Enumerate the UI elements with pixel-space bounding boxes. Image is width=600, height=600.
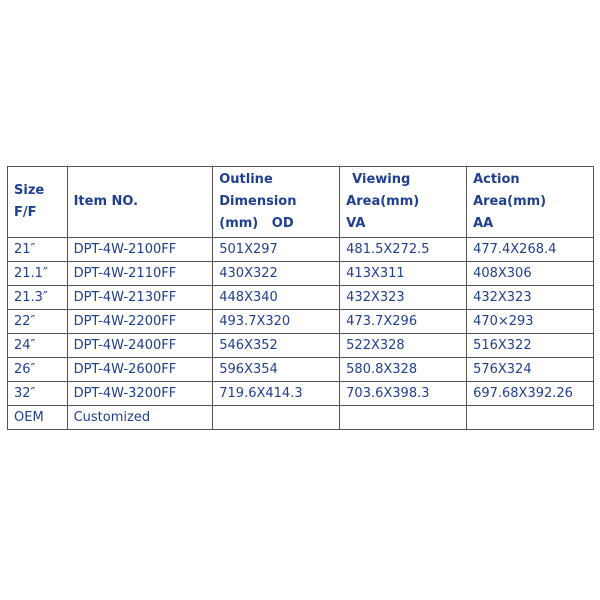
header-line: Item NO. — [73, 194, 139, 209]
header-line: Viewing — [352, 172, 411, 187]
table-row — [8, 334, 594, 358]
header-line: (mm) OD — [219, 216, 294, 231]
item-no-cell: DPT-4W-2600FF — [67, 358, 213, 382]
table-body — [8, 238, 594, 430]
header-line: Area(mm) — [346, 194, 420, 209]
action-area-cell: 697.68X392.26 — [467, 382, 594, 406]
header-line: VA — [346, 216, 366, 231]
outline-dimension-cell: 596X354 — [213, 358, 340, 382]
size-cell: 21″ — [8, 238, 68, 262]
action-area-cell: 516X322 — [467, 334, 594, 358]
outline-dimension-cell: 719.6X414.3 — [213, 382, 340, 406]
size-cell: 22″ — [8, 310, 68, 334]
item-no-cell: DPT-4W-2400FF — [67, 334, 213, 358]
outline-dimension-cell: 430X322 — [213, 262, 340, 286]
viewing-area-cell — [340, 406, 467, 430]
action-area-cell: 432X323 — [467, 286, 594, 310]
header-item-no — [67, 167, 213, 238]
viewing-area-cell: 432X323 — [340, 286, 467, 310]
item-no-cell: DPT-4W-2100FF — [67, 238, 213, 262]
viewing-area-cell: 703.6X398.3 — [340, 382, 467, 406]
spec-table — [7, 166, 594, 430]
table-row — [8, 358, 594, 382]
header-action-area — [467, 167, 594, 238]
table-row — [8, 262, 594, 286]
header-outline-dimension — [213, 167, 340, 238]
item-no-cell: DPT-4W-2200FF — [67, 310, 213, 334]
outline-dimension-cell: 448X340 — [213, 286, 340, 310]
viewing-area-cell: 522X328 — [340, 334, 467, 358]
header-line: Area(mm) — [473, 194, 547, 209]
action-area-cell: 477.4X268.4 — [467, 238, 594, 262]
size-cell: OEM — [8, 406, 68, 430]
action-area-cell: 408X306 — [467, 262, 594, 286]
header-line: Outline — [219, 172, 273, 187]
item-no-cell: DPT-4W-2130FF — [67, 286, 213, 310]
header-row — [8, 167, 594, 238]
item-no-cell: DPT-4W-2110FF — [67, 262, 213, 286]
size-cell: 26″ — [8, 358, 68, 382]
item-no-cell: DPT-4W-3200FF — [67, 382, 213, 406]
viewing-area-cell: 580.8X328 — [340, 358, 467, 382]
header-viewing-area — [340, 167, 467, 238]
action-area-cell: 470×293 — [467, 310, 594, 334]
viewing-area-cell: 473.7X296 — [340, 310, 467, 334]
outline-dimension-cell: 493.7X320 — [213, 310, 340, 334]
header-size — [8, 167, 68, 238]
item-no-cell: Customized — [67, 406, 213, 430]
size-cell: 24″ — [8, 334, 68, 358]
header-line: Dimension — [219, 194, 297, 209]
table-row — [8, 382, 594, 406]
size-cell: 21.1″ — [8, 262, 68, 286]
header-line: F/F — [14, 205, 37, 220]
outline-dimension-cell: 501X297 — [213, 238, 340, 262]
action-area-cell — [467, 406, 594, 430]
action-area-cell: 576X324 — [467, 358, 594, 382]
header-line: Action — [473, 172, 520, 187]
size-cell: 32″ — [8, 382, 68, 406]
viewing-area-cell: 413X311 — [340, 262, 467, 286]
outline-dimension-cell: 546X352 — [213, 334, 340, 358]
header-line: AA — [473, 216, 494, 231]
size-cell: 21.3″ — [8, 286, 68, 310]
table-row — [8, 310, 594, 334]
outline-dimension-cell — [213, 406, 340, 430]
table-header — [8, 167, 594, 238]
table-row — [8, 286, 594, 310]
table-row — [8, 406, 594, 430]
table-row — [8, 238, 594, 262]
viewing-area-cell: 481.5X272.5 — [340, 238, 467, 262]
header-line: Size — [14, 183, 45, 198]
